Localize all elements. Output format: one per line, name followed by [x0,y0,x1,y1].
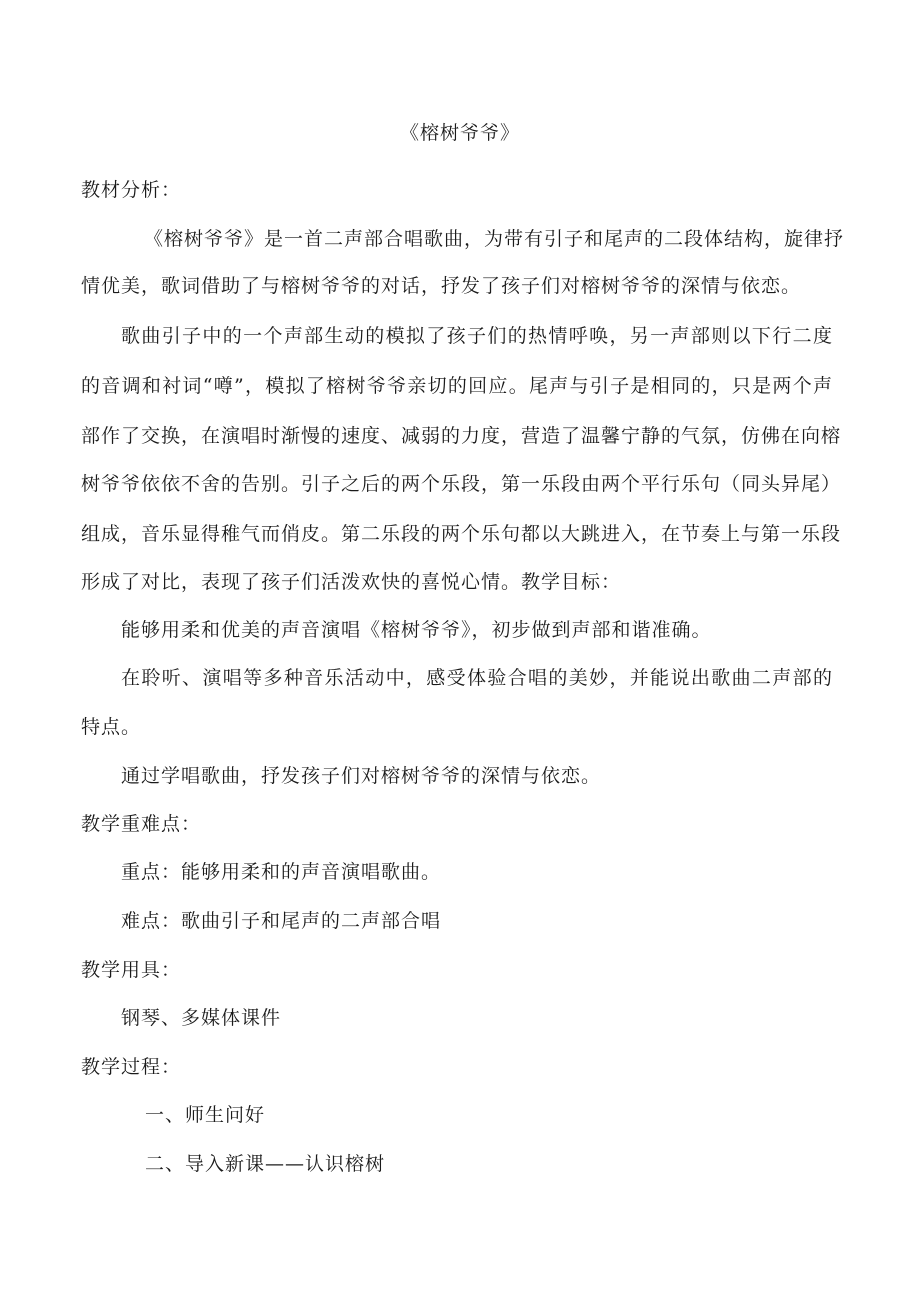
analysis-paragraph-1-line-1: 《榕树爷爷》是一首二声部合唱歌曲，为带有引子和尾声的二段体结构，旋律抒 [144,228,845,250]
teaching-goal-3: 通过学唱歌曲，抒发孩子们对榕树爷爷的深情与依恋。 [121,765,602,787]
analysis-paragraph-2-line-5: 组成，音乐显得稚气而俏皮。第二乐段的两个乐句都以大跳进入，在节奏上与第一乐段 [81,523,842,545]
tools-list: 钢琴、多媒体课件 [121,1007,282,1029]
teaching-goal-2-line-2: 特点。 [81,716,142,738]
analysis-paragraph-2-line-4: 树爷爷依依不舍的告别。引子之后的两个乐段，第一乐段由两个平行乐句（同头异尾） [81,473,842,495]
teaching-goal-1: 能够用柔和优美的声音演唱《榕树爷爷》，初步做到声部和谐准确。 [121,619,712,641]
analysis-paragraph-2-line-6: 形成了对比，表现了孩子们活泼欢快的喜悦心情。教学目标： [81,571,622,593]
analysis-heading: 教材分析： [81,179,182,201]
analysis-paragraph-2-line-2: 的音调和衬词“噂”，模拟了榕树爷爷亲切的回应。尾声与引子是相同的，只是两个声 [81,375,833,397]
analysis-paragraph-2-line-1: 歌曲引子中的一个声部生动的模拟了孩子们的热情呼唤，另一声部则以下行二度 [121,325,833,347]
tools-heading: 教学用具： [81,959,182,981]
teaching-goal-2-line-1: 在聆听、演唱等多种音乐活动中，感受体验合唱的美妙，并能说出歌曲二声部的 [121,667,833,689]
key-points-heading: 教学重难点： [81,813,202,835]
document-title: 《榕树爷爷》 [399,122,520,144]
process-heading: 教学过程： [81,1056,182,1078]
process-step-1: 一、师生问好 [145,1104,266,1126]
analysis-paragraph-2-line-3: 部作了交换，在演唱时渐慢的速度、减弱的力度，营造了温馨宁静的气氛，仿佛在向榕 [81,425,842,447]
key-point: 重点：能够用柔和的声音演唱歌曲。 [121,861,442,883]
analysis-paragraph-1-line-2: 情优美，歌词借助了与榕树爷爷的对话，抒发了孩子们对榕树爷爷的深情与依恋。 [81,275,802,297]
process-step-2: 二、导入新课——认识榕树 [145,1153,386,1175]
difficult-point: 难点：歌曲引子和尾声的二声部合唱 [121,910,442,932]
